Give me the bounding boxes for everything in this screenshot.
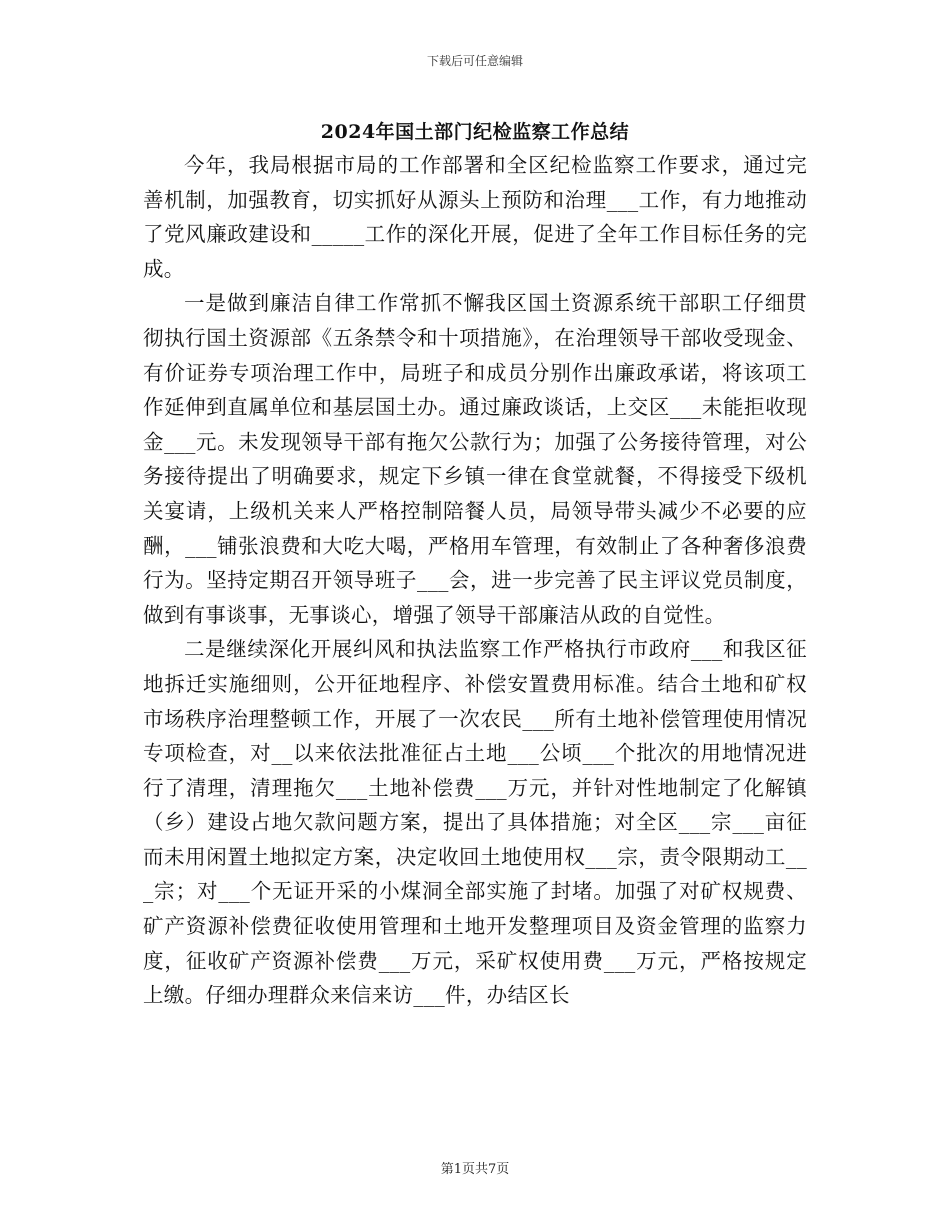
paragraph-one: 一是做到廉洁自律工作常抓不懈我区国土资源系统干部职工仔细贯彻执行国土资源部《五条禁令和十项措施》，在治理领导干部收受现金、有价证券专项治理工作中，局班子和成员分别作出廉政承诺，将该项工作延伸到直属单位和基层国土办。通过廉政谈话，上交区___未能拒收现金___元。未发现领导干部有拖欠公款行为；加强了公务接待管理，对公务接待提出了明确要求，规定下乡镇一律在食堂就餐，不得接受下级机关宴请，上级机关来人严格控制陪餐人员，局领导带头减少不必要的应酬，___铺张浪费和大吃大喝，严格用车管理，有效制止了各种奢侈浪费行为。坚持定期召开领导班子___会，进一步完善了民主评议党员制度，做到有事谈事，无事谈心，增强了领导干部廉洁从政的自觉性。 xyxy=(143,291,807,627)
paragraph-two: 二是继续深化开展纠风和执法监察工作严格执行市政府___和我区征地拆迁实施细则，公开征地程序、补偿安置费用标准。结合土地和矿权市场秩序治理整顿工作，开展了一次农民___所有土地补偿管理使用情况专项检查，对__以来依法批准征占土地___公顷___个批次的用地情况进行了清理，清理拖欠___土地补偿费___万元，并针对性地制定了化解镇（乡）建设占地欠款问题方案，提出了具体措施；对全区___宗___亩征而未用闲置土地拟定方案，决定收回土地使用权___宗，责令限期动工___宗；对___个无证开采的小煤洞全部实施了封堵。加强了对矿权规费、矿产资源补偿费征收使用管理和土地开发整理项目及资金管理的监察力度，征收矿产资源补偿费___万元，采矿权使用费___万元，严格按规定上缴。仔细办理群众来信来访___件，办结区长 xyxy=(143,637,807,1008)
document-title: 2024年国土部门纪检监察工作总结 xyxy=(320,121,630,143)
paragraph-intro: 今年，我局根据市局的工作部署和全区纪检监察工作要求，通过完善机制，加强教育，切实抓好从源头上预防和治理___工作，有力地推动了党风廉政建设和_____工作的深化开展，促进了全年工作目标任务的完成。 xyxy=(143,153,807,281)
page-number: 第1页共7页 xyxy=(440,1162,510,1177)
header-note: 下载后可任意编辑 xyxy=(426,54,523,68)
document-body xyxy=(143,148,807,1013)
